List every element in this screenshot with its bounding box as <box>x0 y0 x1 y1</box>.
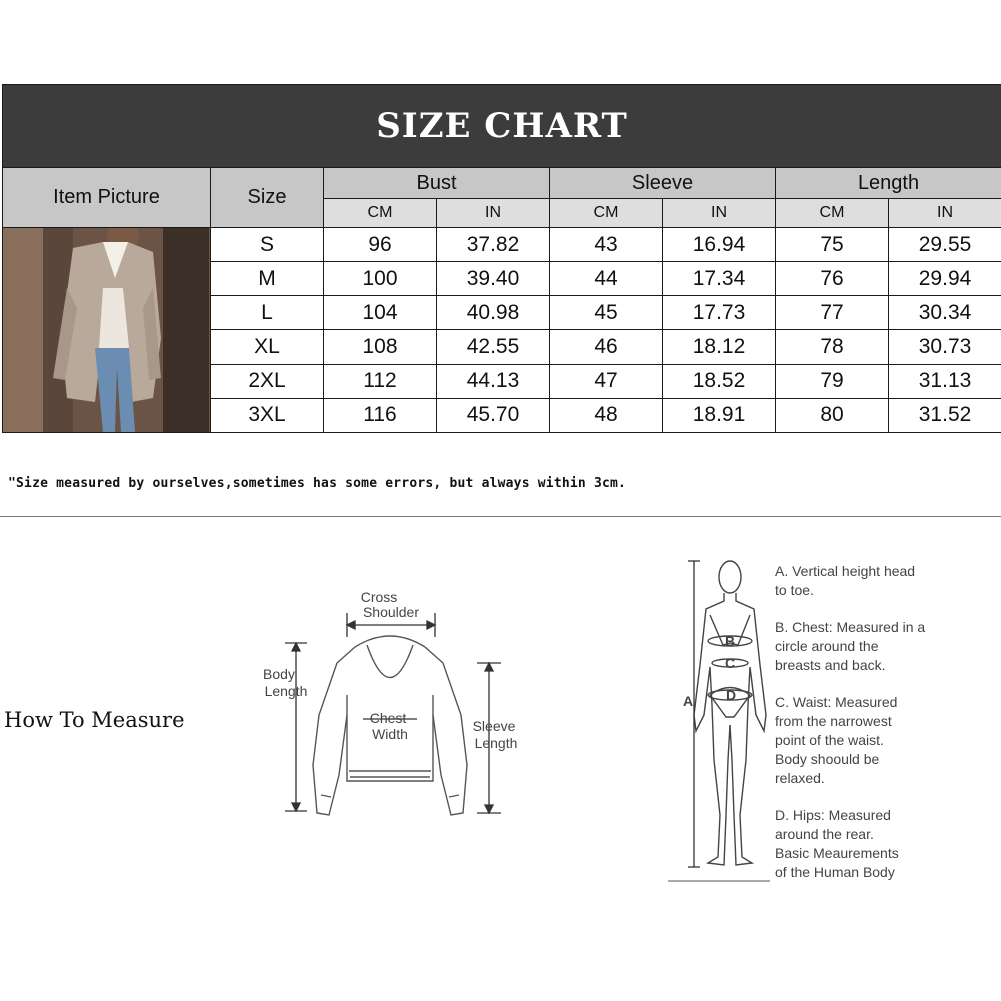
sleeve-cm-cell: 48 <box>550 398 663 432</box>
bust-in-header: IN <box>437 199 550 228</box>
body-label-c: C <box>724 655 736 671</box>
bust-cm-cell: 108 <box>324 330 437 364</box>
length-in-cell: 30.34 <box>889 296 1001 330</box>
body-label-b: B <box>724 633 736 649</box>
sleeve-length-label: Length <box>474 735 518 751</box>
sleeve-cm-cell: 46 <box>550 330 663 364</box>
cross-shoulder-label: Shoulder <box>362 604 420 620</box>
length-cm-cell: 79 <box>776 364 889 398</box>
bust-in-cell: 40.98 <box>437 296 550 330</box>
sleeve-in-cell: 16.94 <box>663 228 776 262</box>
section-divider <box>0 516 1001 517</box>
bust-cm-cell: 100 <box>324 262 437 296</box>
table-row <box>3 228 1001 262</box>
legend-item-a: A. Vertical height head to toe. <box>775 563 916 598</box>
length-in-cell: 31.52 <box>889 398 1001 432</box>
size-header: Size <box>211 168 324 228</box>
legend-item-b: B. Chest: Measured in a circle around the breasts and back. <box>775 619 926 673</box>
length-cm-cell: 78 <box>776 330 889 364</box>
bust-cm-cell: 116 <box>324 398 437 432</box>
length-in-cell: 29.55 <box>889 228 1001 262</box>
body-length-label: Length <box>264 683 308 699</box>
bust-cm-header: CM <box>324 199 437 228</box>
length-in-cell: 30.73 <box>889 330 1001 364</box>
size-chart-table <box>2 84 1001 433</box>
body-label-a: A <box>682 693 694 709</box>
bust-in-cell: 42.55 <box>437 330 550 364</box>
sleeve-cm-cell: 44 <box>550 262 663 296</box>
sleeve-in-cell: 18.52 <box>663 364 776 398</box>
cross-shoulder-label: Cross <box>360 589 398 605</box>
length-in-cell: 29.94 <box>889 262 1001 296</box>
sleeve-in-cell: 18.91 <box>663 398 776 432</box>
size-cell: M <box>211 262 324 296</box>
bust-header: Bust <box>324 168 550 199</box>
item-picture-header: Item Picture <box>3 168 211 228</box>
item-photo <box>3 228 211 433</box>
chest-width-label: Width <box>372 726 408 742</box>
bust-in-cell: 45.70 <box>437 398 550 432</box>
sleeve-length-label: Sleeve <box>472 718 516 734</box>
measurement-note: "Size measured by ourselves,sometimes has some errors, but always within 3cm. <box>8 476 627 491</box>
sleeve-in-cell: 17.34 <box>663 262 776 296</box>
bust-cm-cell: 96 <box>324 228 437 262</box>
sleeve-in-cell: 17.73 <box>663 296 776 330</box>
length-cm-cell: 77 <box>776 296 889 330</box>
body-diagram <box>668 555 770 885</box>
bust-in-cell: 37.82 <box>437 228 550 262</box>
sleeve-cm-cell: 47 <box>550 364 663 398</box>
length-header: Length <box>776 168 1001 199</box>
size-cell: L <box>211 296 324 330</box>
garment-diagram <box>255 585 525 835</box>
sleeve-cm-header: CM <box>550 199 663 228</box>
bust-in-cell: 44.13 <box>437 364 550 398</box>
sleeve-header: Sleeve <box>550 168 776 199</box>
size-cell: 2XL <box>211 364 324 398</box>
size-chart-title: SIZE CHART <box>376 106 628 146</box>
cardigan-model-image <box>3 228 209 432</box>
body-label-d: D <box>725 687 737 703</box>
bust-in-cell: 39.40 <box>437 262 550 296</box>
length-cm-cell: 76 <box>776 262 889 296</box>
legend-item-c: C. Waist: Measured from the narrowest point of the waist. Body shoould be relaxed. <box>775 694 898 786</box>
length-in-cell: 31.13 <box>889 364 1001 398</box>
length-cm-cell: 75 <box>776 228 889 262</box>
title-bar <box>3 85 1001 168</box>
bust-cm-cell: 112 <box>324 364 437 398</box>
body-length-label: Body <box>263 666 295 682</box>
legend-item-d: D. Hips: Measured around the rear. Basic Meaurements of the Human Body <box>775 807 899 880</box>
length-cm-header: CM <box>776 199 889 228</box>
size-cell: XL <box>211 330 324 364</box>
sleeve-in-cell: 18.12 <box>663 330 776 364</box>
length-in-header: IN <box>889 199 1001 228</box>
chest-width-label: Chest <box>369 710 407 726</box>
sleeve-cm-cell: 45 <box>550 296 663 330</box>
bust-cm-cell: 104 <box>324 296 437 330</box>
size-cell: S <box>211 228 324 262</box>
length-cm-cell: 80 <box>776 398 889 432</box>
how-to-measure-label: How To Measure <box>4 708 185 732</box>
sleeve-cm-cell: 43 <box>550 228 663 262</box>
sleeve-in-header: IN <box>663 199 776 228</box>
size-cell: 3XL <box>211 398 324 432</box>
